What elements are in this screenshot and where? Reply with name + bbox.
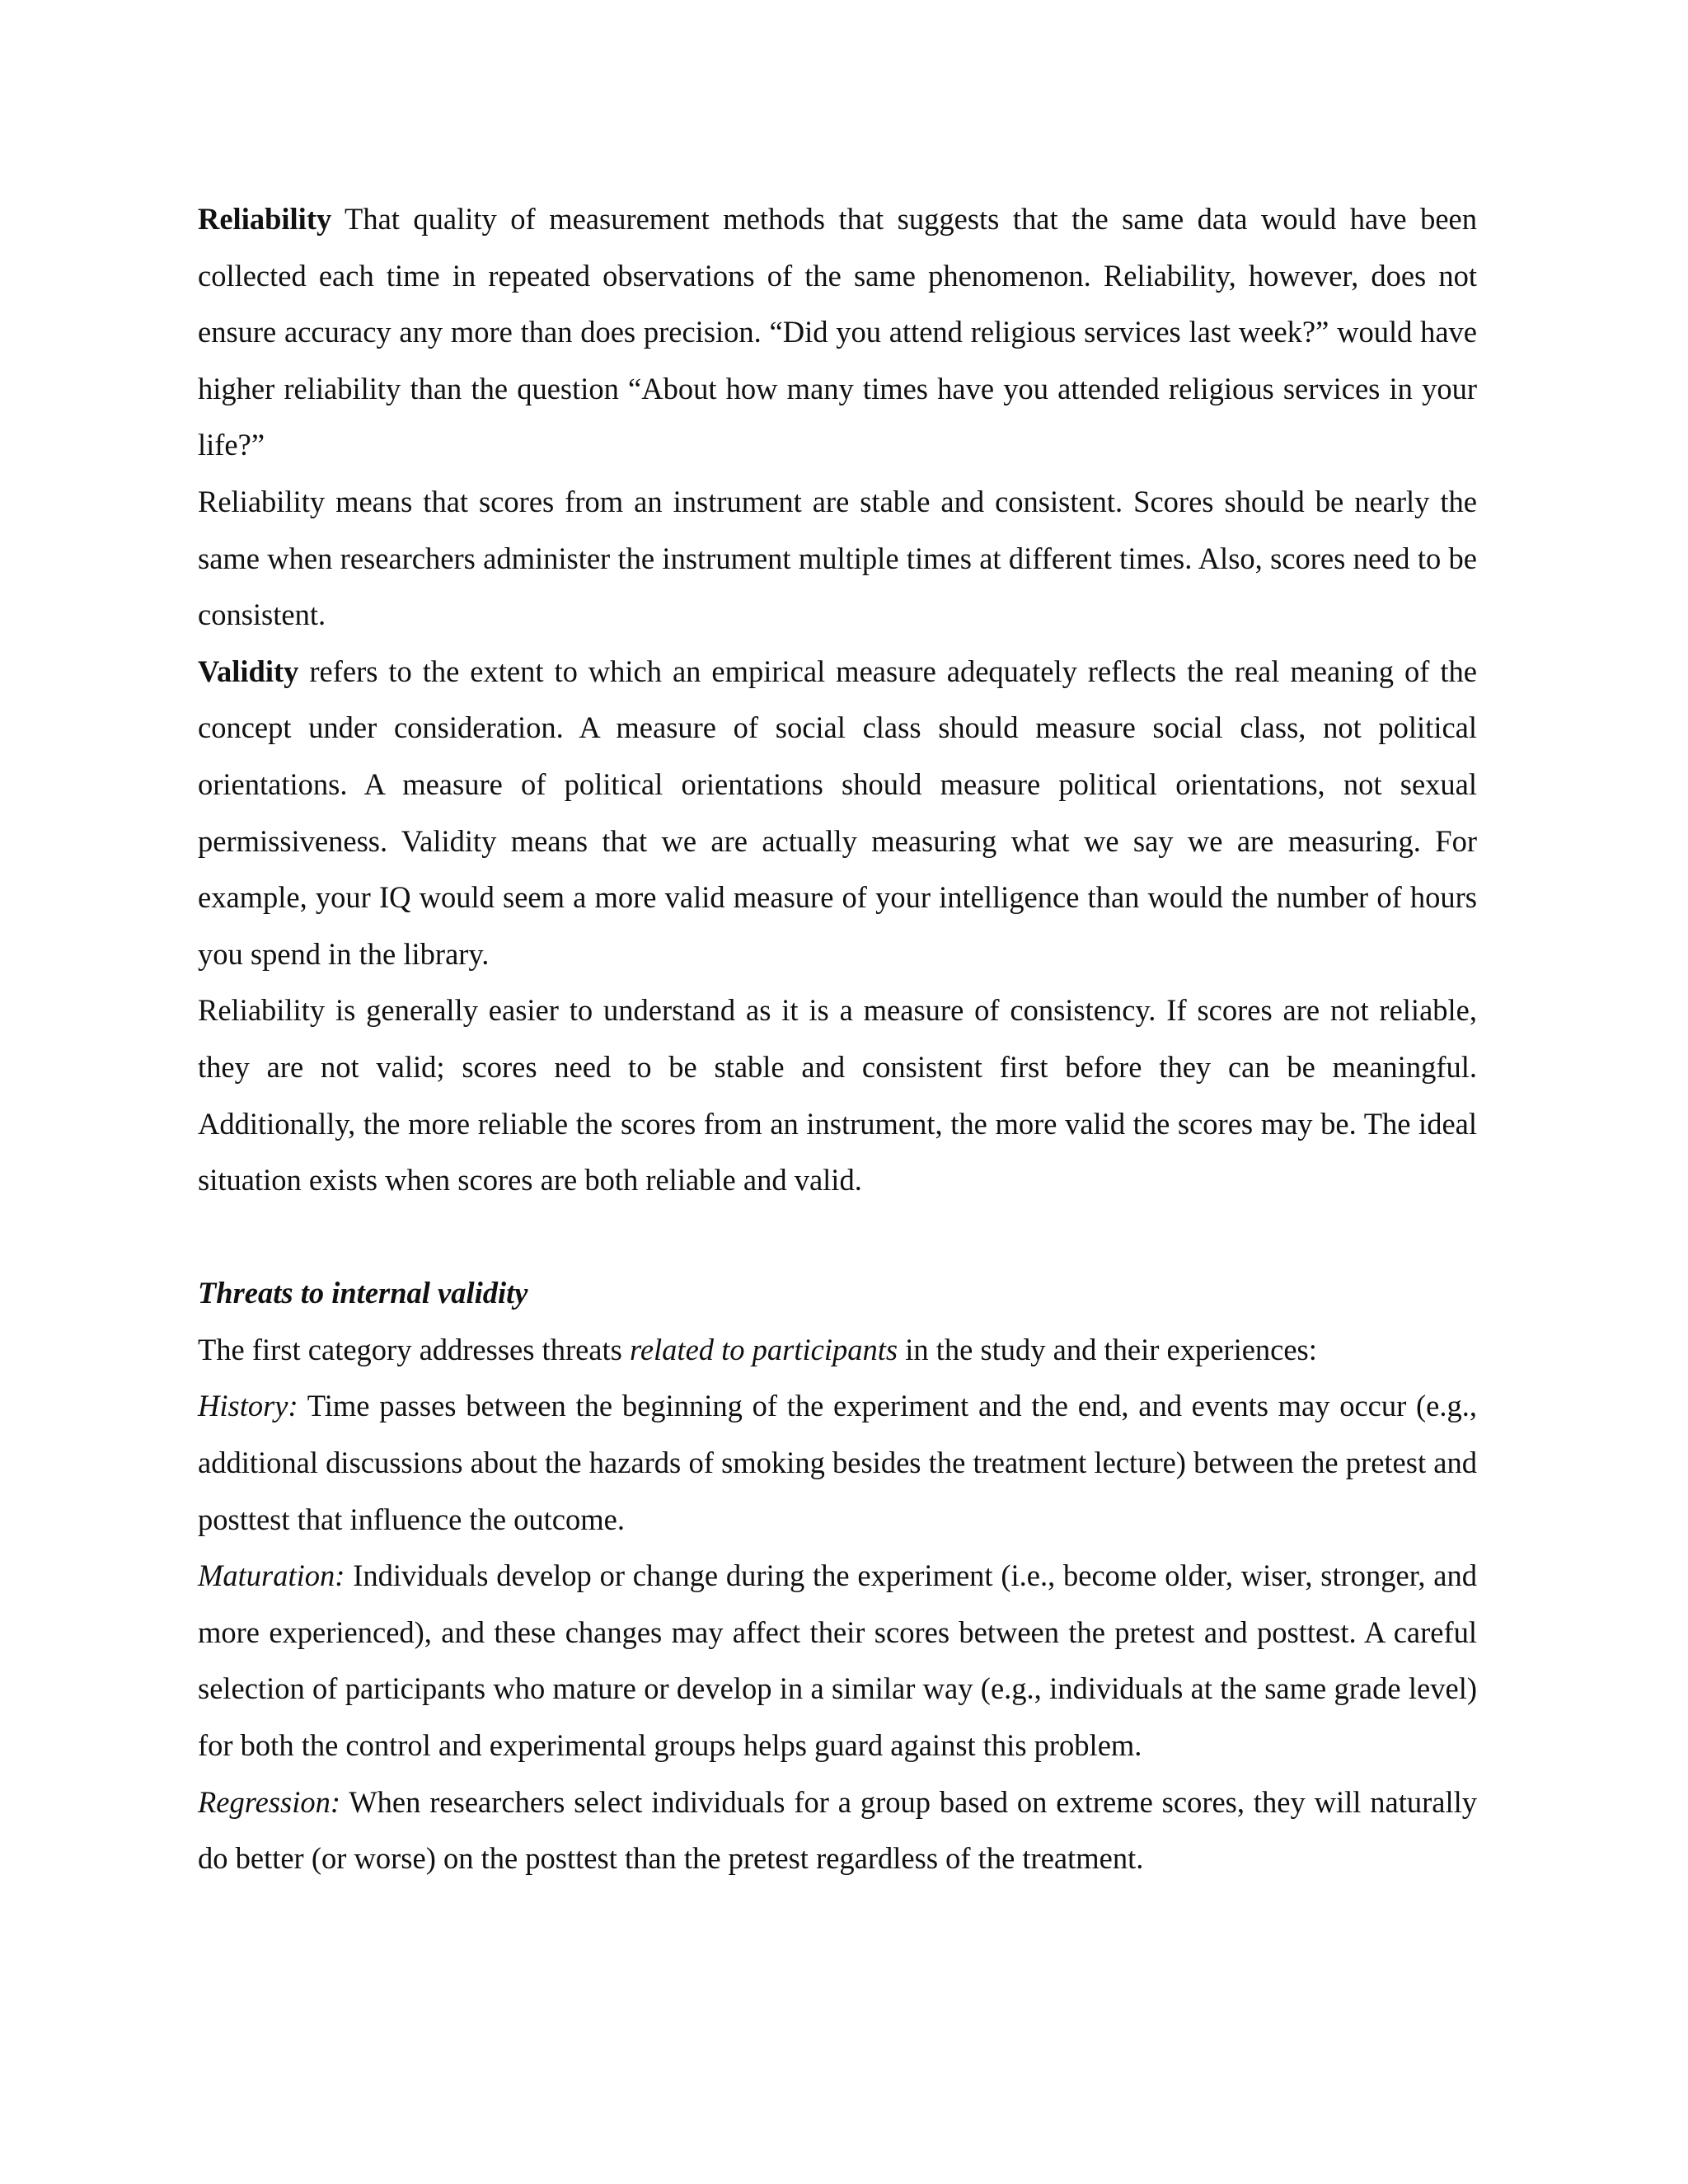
history-term: History: — [198, 1389, 298, 1423]
maturation-paragraph — [198, 1548, 1477, 1774]
reliability-definition-text: That quality of measurement methods that suggests that the same data would have been collected each time in repeated observations of the same phenomenon. Reliability, however, does not ensure accuracy any more than does precision. “Did you attend religious services last week?” would have higher reliability than the question “About how many times have you attended religious services in your life?” — [198, 202, 1477, 462]
validity-definition-paragraph — [198, 644, 1477, 983]
validity-definition-text: refers to the extent to which an empirical measure adequately reflects the real meaning of the concept under consideration. A measure of social class should measure social class, not political orientations. A measure of political orientations should measure political orientations, not sexual permissiveness. Validity means that we are actually measuring what we say we are measuring. For example, your IQ would seem a more valid measure of your intelligence than would the number of hours you spend in the library. — [198, 654, 1477, 971]
document-body — [198, 191, 1477, 1887]
reliability-vs-validity-paragraph: Reliability is generally easier to understand as it is a measure of consistency. If scores are not reliable, they are not valid; scores need to be stable and consistent first before they can be meaningful. Additionally, the more reliable the scores from an instrument, the more valid the scores may be. The ideal situation exists when scores are both reliable and valid. — [198, 993, 1477, 1197]
reliability-definition-paragraph — [198, 191, 1477, 474]
reliability-meaning-paragraph: Reliability means that scores from an instrument are stable and consistent. Scores should be nearly the same when researchers administer the instrument multiple times at different times. Also, scores need to be consistent. — [198, 484, 1477, 632]
first-category-paragraph — [198, 1322, 1477, 1379]
validity-term: Validity — [198, 654, 299, 688]
history-text: Time passes between the beginning of the experiment and the end, and events may occur (e.g., additional discussions about the hazards of smoking besides the treatment lecture) between the pretest and posttest that influence the outcome. — [198, 1389, 1477, 1536]
reliability-term: Reliability — [198, 202, 332, 236]
regression-term: Regression: — [198, 1784, 341, 1819]
first-category-before: The first category addresses threats — [198, 1332, 630, 1366]
first-category-emphasis: related to participants — [629, 1332, 898, 1366]
paragraph-spacer — [198, 1209, 1477, 1266]
first-category-after: in the study and their experiences: — [898, 1332, 1317, 1366]
threats-heading: Threats to internal validity — [198, 1276, 528, 1310]
history-paragraph — [198, 1378, 1477, 1548]
regression-paragraph — [198, 1774, 1477, 1887]
maturation-text: Individuals develop or change during the experiment (i.e., become older, wiser, stronger, and more experienced), and these changes may affect their scores between the pretest and posttest. A careful selection of participants who mature or develop in a similar way (e.g., individuals at the same grade level) for both the control and experimental groups helps guard against this problem. — [198, 1558, 1477, 1763]
maturation-term: Maturation: — [198, 1558, 345, 1593]
regression-text: When researchers select individuals for a group based on extreme scores, they will naturally do better (or worse) on the posttest than the pretest regardless of the treatment. — [198, 1784, 1477, 1876]
